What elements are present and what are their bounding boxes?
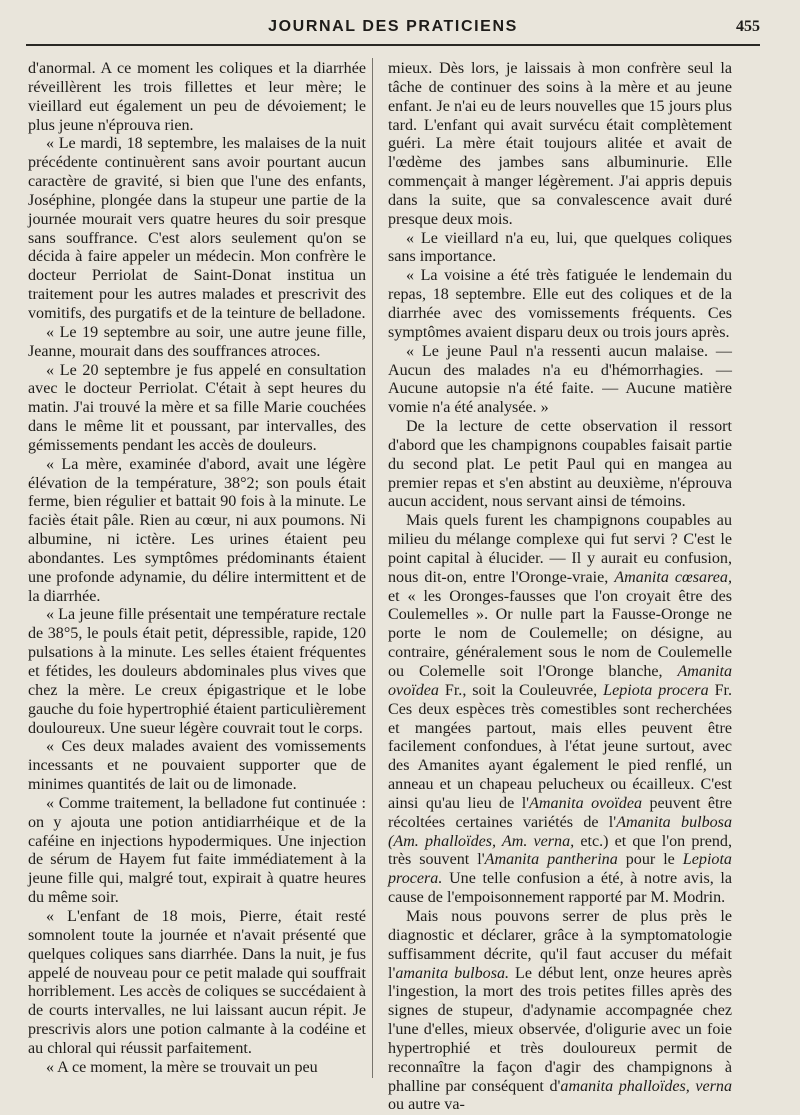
header-rule xyxy=(26,44,760,46)
paragraph: « L'enfant de 18 mois, Pierre, était resté somnolent toute la journée et n'avait présenté que quelques coliques sans diarrhée. Dans la nuit, je fus appelé de nouveau pour ce petit malade qui souffrait horriblement. Les accès de coliques se succédaient à de courts intervalles, ne lui laissant aucun répit. Je prescrivis alors une potion calmante à la codéine et au chloral qui réussit parfaitement. xyxy=(28,907,366,1057)
paragraph: « Le 20 septembre je fus appelé en consultation avec le docteur Perriolat. C'était à sept heures du matin. J'ai trouvé la mère et sa fille Marie couchées dans le même lit et poussant, par intervalles, des gémissements pendant les accès de douleurs. xyxy=(28,361,366,454)
text-run: Le début lent, onze heures après l'ingestion, la mort des trois petites filles après des signes de stupeur, d'adynamie accompagnée chez l'une d'elles, mieux observée, d'oligurie avec un foie hypertrophié et très douloureux permit de reconnaître la façon d'agir des champignons à phalline par conséquent d' xyxy=(388,964,732,1095)
page-number: 455 xyxy=(736,18,760,35)
species-name: Lepiota procera. xyxy=(388,851,732,888)
paragraph: « Le vieillard n'a eu, lui, que quelques coliques sans importance. xyxy=(388,229,732,266)
paragraph: « Le 19 septembre au soir, une autre jeune fille, Jeanne, mourait dans des souffrances atroces. xyxy=(28,323,366,360)
paragraph: « Comme traitement, la belladone fut continuée : on y ajouta une potion antidiarrhéique et de la caféine en injections hypodermiques. Une injection de sérum de Hayem fut faite immédiatement à la jeune fille qui, malgré tout, expirait à quatre heures du même soir. xyxy=(28,794,366,907)
species-name: amanita phalloïdes, verna xyxy=(560,1077,732,1095)
species-name: amanita bulbosa. xyxy=(395,964,510,982)
paragraph: « A ce moment, la mère se trouvait un peu xyxy=(46,1058,318,1076)
species-name: Amanita bulbosa (Am. phalloïdes, Am. verna, xyxy=(388,813,732,850)
paragraph xyxy=(388,512,732,908)
paragraph: « La mère, examinée d'abord, avait une légère élévation de la température, 38°2; son pouls était ferme, bien régulier et battait 90 fois à la minute. Le faciès était pâle. Rien au cœur, ni aux poumons. Ni albumine, ni ictère. Les urines étaient peu abondantes. Les symptômes prédominants étaient une profonde adynamie, du délire intermittent et de la diarrhée. xyxy=(28,455,366,605)
species-name: Amanita cœsarea, xyxy=(614,568,732,586)
text-run: Fr. Ces deux espèces très comestibles sont recherchées et mangées partout, mais elles peuvent être facilement confondues, à l'état jeune surtout, avec des Amanites ayant également le pied renflé, un anneau et un chapeau pelucheux ou écailleux. C'est ainsi qu'au lieu de l' xyxy=(388,681,733,812)
text-run: pour le xyxy=(625,851,675,869)
text-run: Une telle confusion a été, à notre avis, la cause de l'empoisonnement rapporté par M. Modrin. xyxy=(388,870,733,907)
text-run: Mais nous pouvons serrer de plus près le diagnostic et déclarer, grâce à la symptomatologie suffisamment décrite, qu'il faut accuser du méfait l' xyxy=(388,907,732,982)
right-column xyxy=(388,60,732,1115)
paragraph: d'anormal. A ce moment les coliques et la diarrhée réveillèrent les trois fillettes et leur mère; le vieillard eut également un peu de dévoiement; le plus jeune n'éprouva rien. xyxy=(28,60,366,134)
paragraph: De la lecture de cette observation il ressort d'abord que les champignons coupables faisait partie du second plat. Le petit Paul qui en mangea au premier repas et s'en abstint au deuxième, n'éprouva aucun accident, nous servant ainsi de témoins. xyxy=(388,418,732,511)
text-run: peuvent être récoltées certaines variétés de l' xyxy=(388,794,732,831)
text-run: et « les Oronges-fausses que l'on croyait être des Coulemelles ». Or nulle part la Fausse-Oronge ne porte le nom de Coulemelle; on désigne, au contraire, généralement sous le nom de Coulemelle ou Colemelle soit l'Oronge blanche, xyxy=(388,587,732,680)
text-run: Mais quels furent les champignons coupables au milieu du mélange complexe qui fut servi ? C'est le point capital à élucider. — Il y aurait eu confusion, nous dit-on, entre l'Oronge-vraie, xyxy=(388,512,732,586)
species-name: Amanita ovoïdea xyxy=(529,794,643,812)
left-column xyxy=(28,60,366,1078)
paragraph: mieux. Dès lors, je laissais à mon confrère seul la tâche de continuer des soins à la mère et au jeune enfant. Je n'ai eu de leurs nouvelles que 15 jours plus tard. L'enfant qui avait survécu était complètement guéri. La mère était toujours alitée et avait de l'œdème des jambes sans albuminurie. Elle commençait à manger légèrement. J'ai appris depuis dans la suite, que sa convalescence avait duré presque deux mois. xyxy=(388,60,732,228)
paragraph: « La voisine a été très fatiguée le lendemain du repas, 18 septembre. Elle eut des coliques et de la diarrhée avec des vomissements fréquents. Ces symptômes avaient disparu deux ou trois jours après. xyxy=(388,267,732,341)
paragraph: « Le mardi, 18 septembre, les malaises de la nuit précédente continuèrent sans avoir pourtant aucun caractère de gravité, si bien que l'une des enfants, Joséphine, plongée dans la stupeur une partie de la journée mourait vers quatre heures du soir presque sans souffrance. C'est alors seulement qu'on se décida à faire appeler un médecin. Mon confrère le docteur Perriolat de Saint-Donat institua un traitement pour les autres malades et prescrivit des vomitifs, des purgatifs et de la teinture de belladone. xyxy=(28,135,366,322)
page-header xyxy=(26,18,760,44)
text-run: Fr., soit la Couleuvrée, xyxy=(444,681,598,699)
species-name: Amanita ovoïdea xyxy=(388,663,732,699)
paragraph: « Le jeune Paul n'a ressenti aucun malaise. — Aucun des malades n'a eu d'hémorrhagies. — Aucune autopsie n'a été faite. — Aucune matière vomie n'a été analysée. » xyxy=(388,342,732,417)
text-run: ou autre va- xyxy=(388,1096,465,1114)
column-divider xyxy=(372,58,373,1078)
paragraph: « La jeune fille présentait une température rectale de 38°5, le pouls était petit, dépressible, rapide, 120 pulsations à la minute. Les selles étaient fréquentes et fétides, les douleurs abdominales plus vives que chez la mère. Le creux épigastrique et le lobe gauche du foie hypertrophié étaient particulièrement douloureux. Une sueur légère couvrait tout le corps. xyxy=(28,606,366,737)
paragraph: « Ces deux malades avaient des vomissements incessants et ne pouvaient supporter que de minimes quantités de lait ou de limonade. xyxy=(28,738,366,794)
species-name: Amanita pantherina xyxy=(484,851,618,869)
species-name: Lepiota procera xyxy=(603,681,709,699)
running-title: JOURNAL DES PRATICIENS xyxy=(268,18,518,35)
text-run: etc.) et que l'on prend, très souvent l' xyxy=(388,832,732,869)
paragraph xyxy=(388,908,732,1115)
